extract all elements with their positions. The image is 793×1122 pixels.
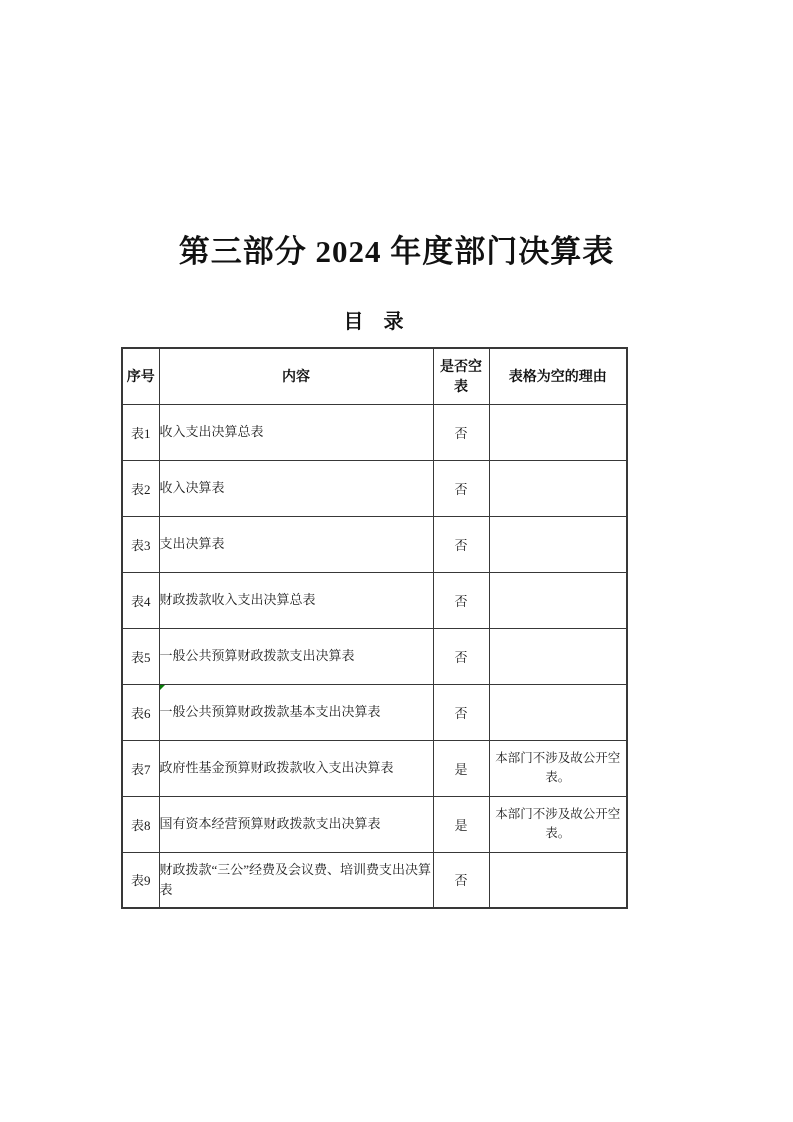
row-is-empty-value: 是 [433, 740, 489, 796]
row-sequence-label: 表6 [122, 684, 159, 740]
row-empty-reason: 本部门不涉及故公开空表。 [489, 740, 627, 796]
row-content-text: 政府性基金预算财政拨款收入支出决算表 [159, 760, 394, 776]
row-content-text: 一般公共预算财政拨款基本支出决算表 [159, 704, 381, 720]
row-empty-reason [489, 684, 627, 740]
row-is-empty-value: 是 [433, 796, 489, 852]
row-content-label [159, 516, 433, 572]
toc-table [121, 347, 628, 909]
cell-comment-marker-icon [160, 685, 165, 690]
row-content-label [159, 460, 433, 516]
toc-header-cell-content: 内容 [159, 348, 433, 404]
row-content-text: 收入支出决算总表 [159, 424, 264, 440]
row-content-text: 财政拨款收入支出决算总表 [159, 592, 316, 608]
row-is-empty-value: 否 [433, 572, 489, 628]
toc-header-cell-seq: 序号 [122, 348, 159, 404]
row-empty-reason [489, 404, 627, 460]
toc-title: 目 录 [343, 311, 404, 333]
row-sequence-label: 表3 [122, 516, 159, 572]
row-content-label [159, 572, 433, 628]
row-is-empty-value: 否 [433, 684, 489, 740]
row-empty-reason [489, 460, 627, 516]
row-sequence-label: 表2 [122, 460, 159, 516]
row-content-text: 收入决算表 [159, 480, 225, 496]
row-is-empty-value: 否 [433, 852, 489, 908]
row-content-label [159, 852, 433, 908]
toc-body [122, 404, 627, 908]
toc-row-3 [122, 516, 627, 572]
toc-row-8 [122, 796, 627, 852]
toc-row-6 [122, 684, 627, 740]
row-content-text: 财政拨款“三公”经费及会议费、培训费支出决算表 [159, 862, 432, 897]
row-is-empty-value: 否 [433, 628, 489, 684]
row-is-empty-value: 否 [433, 516, 489, 572]
row-content-text: 支出决算表 [159, 536, 225, 552]
row-content-label [159, 740, 433, 796]
toc-row-2 [122, 460, 627, 516]
toc-row-7 [122, 740, 627, 796]
toc-row-1 [122, 404, 627, 460]
row-sequence-label: 表1 [122, 404, 159, 460]
row-content-text: 一般公共预算财政拨款支出决算表 [159, 648, 355, 664]
row-content-label [159, 628, 433, 684]
row-sequence-label: 表9 [122, 852, 159, 908]
row-empty-reason [489, 572, 627, 628]
toc-header-cell-reason: 表格为空的理由 [489, 348, 627, 404]
toc-row-9 [122, 852, 627, 908]
row-content-text: 国有资本经营预算财政拨款支出决算表 [159, 816, 381, 832]
row-empty-reason: 本部门不涉及故公开空表。 [489, 796, 627, 852]
row-empty-reason [489, 852, 627, 908]
row-sequence-label: 表8 [122, 796, 159, 852]
toc-header-cell-empty: 是否空表 [433, 348, 489, 404]
row-empty-reason [489, 516, 627, 572]
page-title: 第三部分 2024 年度部门决算表 [178, 234, 615, 269]
toc-row-5 [122, 628, 627, 684]
row-content-label [159, 404, 433, 460]
row-sequence-label: 表5 [122, 628, 159, 684]
row-content-label [159, 796, 433, 852]
row-empty-reason [489, 628, 627, 684]
row-is-empty-value: 否 [433, 404, 489, 460]
toc-header-row [122, 348, 627, 404]
row-content-label [159, 684, 433, 740]
row-sequence-label: 表4 [122, 572, 159, 628]
toc-row-4 [122, 572, 627, 628]
row-sequence-label: 表7 [122, 740, 159, 796]
row-is-empty-value: 否 [433, 460, 489, 516]
